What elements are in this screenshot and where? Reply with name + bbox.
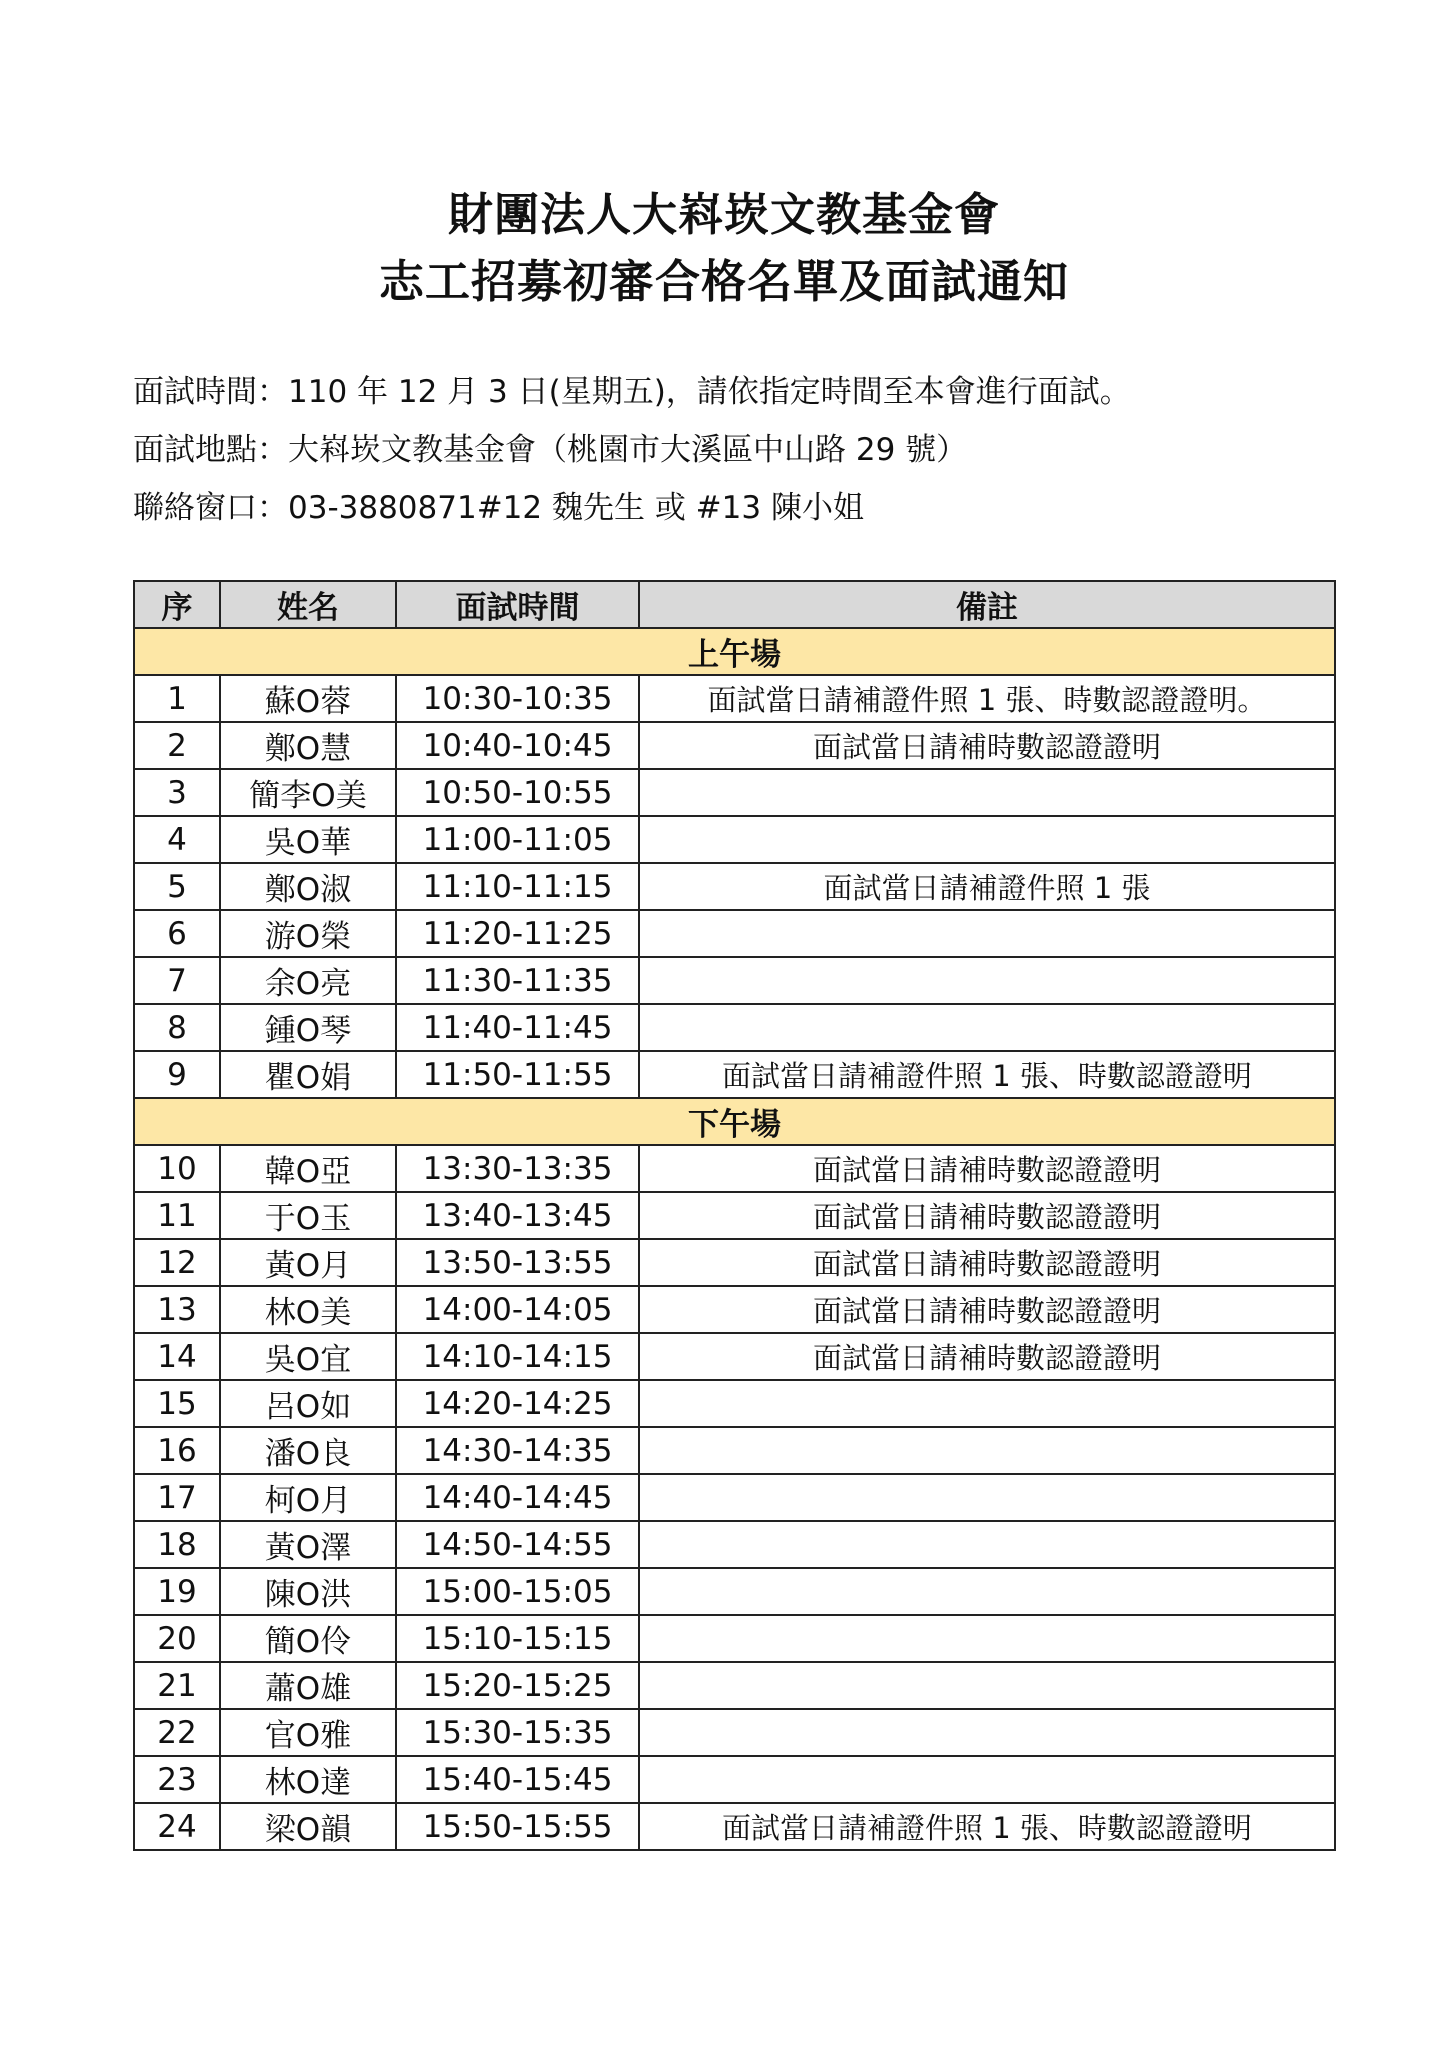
row-name: 余O亮 [220, 957, 396, 1004]
row-note [639, 957, 1335, 1004]
table-row [134, 1286, 1335, 1333]
row-note: 面試當日請補證件照 1 張 [639, 863, 1335, 910]
row-no: 24 [134, 1803, 220, 1850]
row-time: 13:50-13:55 [396, 1239, 639, 1286]
row-note: 面試當日請補時數認證證明 [639, 722, 1335, 769]
row-no: 22 [134, 1709, 220, 1756]
table-row [134, 1615, 1335, 1662]
row-name: 游O榮 [220, 910, 396, 957]
row-no: 19 [134, 1568, 220, 1615]
row-time: 15:00-15:05 [396, 1568, 639, 1615]
row-no: 14 [134, 1333, 220, 1380]
row-time: 11:30-11:35 [396, 957, 639, 1004]
row-time: 14:10-14:15 [396, 1333, 639, 1380]
row-no: 13 [134, 1286, 220, 1333]
row-name: 蘇O蓉 [220, 675, 396, 722]
session-label: 上午場 [134, 628, 1335, 675]
table-row [134, 1568, 1335, 1615]
row-note [639, 1709, 1335, 1756]
row-note [639, 816, 1335, 863]
row-no: 4 [134, 816, 220, 863]
interview-place-line: 面試地點：大嵙崁文教基金會（桃園市大溪區中山路 29 號） [133, 432, 968, 468]
row-time: 14:30-14:35 [396, 1427, 639, 1474]
document-subtitle: 志工招募初審合格名單及面試通知 [378, 255, 1069, 308]
row-time: 15:40-15:45 [396, 1756, 639, 1803]
row-note [639, 1380, 1335, 1427]
row-note: 面試當日請補時數認證證明 [639, 1286, 1335, 1333]
document-title: 財團法人大嵙崁文教基金會 [447, 188, 1000, 241]
row-time: 15:30-15:35 [396, 1709, 639, 1756]
table-row [134, 816, 1335, 863]
session-row [134, 628, 1335, 675]
row-no: 7 [134, 957, 220, 1004]
row-time: 11:00-11:05 [396, 816, 639, 863]
table-row [134, 1004, 1335, 1051]
row-time: 15:20-15:25 [396, 1662, 639, 1709]
table-row [134, 1192, 1335, 1239]
row-name: 柯O月 [220, 1474, 396, 1521]
row-name: 陳O洪 [220, 1568, 396, 1615]
row-no: 10 [134, 1145, 220, 1192]
row-no: 1 [134, 675, 220, 722]
row-name: 蕭O雄 [220, 1662, 396, 1709]
row-note: 面試當日請補時數認證證明 [639, 1239, 1335, 1286]
table-row [134, 1803, 1335, 1850]
row-no: 6 [134, 910, 220, 957]
header-no: 序 [134, 581, 220, 628]
row-time: 14:20-14:25 [396, 1380, 639, 1427]
table-row [134, 1756, 1335, 1803]
row-note: 面試當日請補時數認證證明 [639, 1145, 1335, 1192]
row-note [639, 1756, 1335, 1803]
row-note [639, 769, 1335, 816]
table-row [134, 1145, 1335, 1192]
interview-time-line: 面試時間：110 年 12 月 3 日(星期五)，請依指定時間至本會進行面試。 [133, 374, 1131, 410]
table-row [134, 1662, 1335, 1709]
row-no: 16 [134, 1427, 220, 1474]
row-time: 11:50-11:55 [396, 1051, 639, 1098]
row-name: 官O雅 [220, 1709, 396, 1756]
row-note [639, 1427, 1335, 1474]
row-time: 15:50-15:55 [396, 1803, 639, 1850]
row-time: 10:50-10:55 [396, 769, 639, 816]
row-no: 21 [134, 1662, 220, 1709]
row-name: 黃O澤 [220, 1521, 396, 1568]
table-row [134, 1380, 1335, 1427]
table-header-row [134, 581, 1335, 628]
row-note [639, 1662, 1335, 1709]
row-time: 11:10-11:15 [396, 863, 639, 910]
row-time: 11:40-11:45 [396, 1004, 639, 1051]
row-name: 鍾O琴 [220, 1004, 396, 1051]
row-no: 12 [134, 1239, 220, 1286]
schedule-body [134, 628, 1335, 1850]
row-time: 14:50-14:55 [396, 1521, 639, 1568]
session-row [134, 1098, 1335, 1145]
row-name: 韓O亞 [220, 1145, 396, 1192]
row-name: 于O玉 [220, 1192, 396, 1239]
row-time: 15:10-15:15 [396, 1615, 639, 1662]
row-name: 鄭O淑 [220, 863, 396, 910]
row-note [639, 1521, 1335, 1568]
row-name: 簡O伶 [220, 1615, 396, 1662]
header-name: 姓名 [220, 581, 396, 628]
row-no: 20 [134, 1615, 220, 1662]
row-name: 黃O月 [220, 1239, 396, 1286]
row-note: 面試當日請補時數認證證明 [639, 1192, 1335, 1239]
table-row [134, 1239, 1335, 1286]
session-label: 下午場 [134, 1098, 1335, 1145]
row-name: 呂O如 [220, 1380, 396, 1427]
row-name: 鄭O慧 [220, 722, 396, 769]
header-note: 備註 [639, 581, 1335, 628]
row-note: 面試當日請補時數認證證明 [639, 1333, 1335, 1380]
row-time: 14:00-14:05 [396, 1286, 639, 1333]
row-no: 23 [134, 1756, 220, 1803]
row-no: 15 [134, 1380, 220, 1427]
row-name: 吳O宜 [220, 1333, 396, 1380]
table-row [134, 1709, 1335, 1756]
row-time: 10:30-10:35 [396, 675, 639, 722]
table-row [134, 1474, 1335, 1521]
row-no: 9 [134, 1051, 220, 1098]
schedule-table [133, 580, 1336, 1851]
row-name: 瞿O娟 [220, 1051, 396, 1098]
table-row [134, 910, 1335, 957]
row-note: 面試當日請補證件照 1 張、時數認證證明。 [639, 675, 1335, 722]
table-row [134, 722, 1335, 769]
row-name: 吳O華 [220, 816, 396, 863]
row-time: 11:20-11:25 [396, 910, 639, 957]
table-row [134, 1521, 1335, 1568]
row-time: 13:40-13:45 [396, 1192, 639, 1239]
table-row [134, 769, 1335, 816]
row-no: 17 [134, 1474, 220, 1521]
row-no: 5 [134, 863, 220, 910]
row-name: 梁O韻 [220, 1803, 396, 1850]
table-row [134, 863, 1335, 910]
row-time: 10:40-10:45 [396, 722, 639, 769]
table-row [134, 1427, 1335, 1474]
row-no: 8 [134, 1004, 220, 1051]
row-name: 潘O良 [220, 1427, 396, 1474]
header-time: 面試時間 [396, 581, 639, 628]
row-note [639, 910, 1335, 957]
row-note: 面試當日請補證件照 1 張、時數認證證明 [639, 1803, 1335, 1850]
row-note [639, 1568, 1335, 1615]
table-row [134, 957, 1335, 1004]
row-note [639, 1004, 1335, 1051]
row-name: 林O達 [220, 1756, 396, 1803]
row-time: 14:40-14:45 [396, 1474, 639, 1521]
row-no: 2 [134, 722, 220, 769]
table-row [134, 1333, 1335, 1380]
row-no: 11 [134, 1192, 220, 1239]
row-time: 13:30-13:35 [396, 1145, 639, 1192]
row-note: 面試當日請補證件照 1 張、時數認證證明 [639, 1051, 1335, 1098]
row-no: 18 [134, 1521, 220, 1568]
contact-line: 聯絡窗口：03-3880871#12 魏先生 或 #13 陳小姐 [133, 490, 864, 526]
table-row [134, 1051, 1335, 1098]
row-note [639, 1615, 1335, 1662]
row-no: 3 [134, 769, 220, 816]
table-row [134, 675, 1335, 722]
row-note [639, 1474, 1335, 1521]
row-name: 林O美 [220, 1286, 396, 1333]
row-name: 簡李O美 [220, 769, 396, 816]
